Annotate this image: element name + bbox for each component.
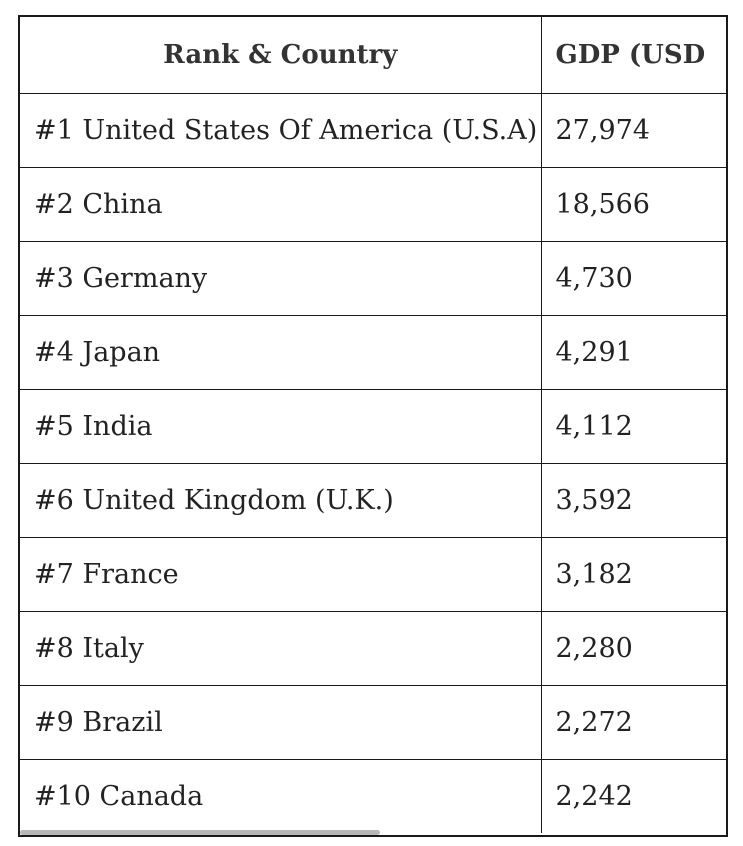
gdp-cell: 2,272 <box>541 685 727 759</box>
country-cell: #7 France <box>20 537 541 611</box>
table-row <box>20 389 727 463</box>
column-header-rank-country: Rank & Country <box>20 17 541 93</box>
country-cell: #9 Brazil <box>20 685 541 759</box>
country-cell: #6 United Kingdom (U.K.) <box>20 463 541 537</box>
country-cell: #8 Italy <box>20 611 541 685</box>
horizontal-scrollbar-thumb[interactable] <box>20 830 380 835</box>
gdp-cell: 3,592 <box>541 463 727 537</box>
gdp-ranking-table <box>20 17 727 833</box>
country-cell: #10 Canada <box>20 759 541 833</box>
gdp-cell: 2,242 <box>541 759 727 833</box>
country-cell: #2 China <box>20 167 541 241</box>
country-cell: #1 United States Of America (U.S.A) <box>20 93 541 167</box>
table-row <box>20 685 727 759</box>
table-row <box>20 759 727 833</box>
table-row <box>20 315 727 389</box>
table-row <box>20 167 727 241</box>
gdp-cell: 18,566 <box>541 167 727 241</box>
table-row <box>20 93 727 167</box>
gdp-cell: 4,730 <box>541 241 727 315</box>
gdp-cell: 4,291 <box>541 315 727 389</box>
table-row <box>20 537 727 611</box>
column-header-gdp: GDP (USD <box>541 17 727 93</box>
country-cell: #4 Japan <box>20 315 541 389</box>
gdp-table-scroll-container[interactable] <box>18 15 727 837</box>
gdp-cell: 3,182 <box>541 537 727 611</box>
table-header-row <box>20 17 727 93</box>
horizontal-scrollbar[interactable] <box>20 830 725 835</box>
table-row <box>20 611 727 685</box>
country-cell: #3 Germany <box>20 241 541 315</box>
gdp-cell: 2,280 <box>541 611 727 685</box>
country-cell: #5 India <box>20 389 541 463</box>
table-row <box>20 463 727 537</box>
gdp-cell: 27,974 <box>541 93 727 167</box>
table-right-edge-divider <box>726 15 728 837</box>
table-row <box>20 241 727 315</box>
gdp-cell: 4,112 <box>541 389 727 463</box>
